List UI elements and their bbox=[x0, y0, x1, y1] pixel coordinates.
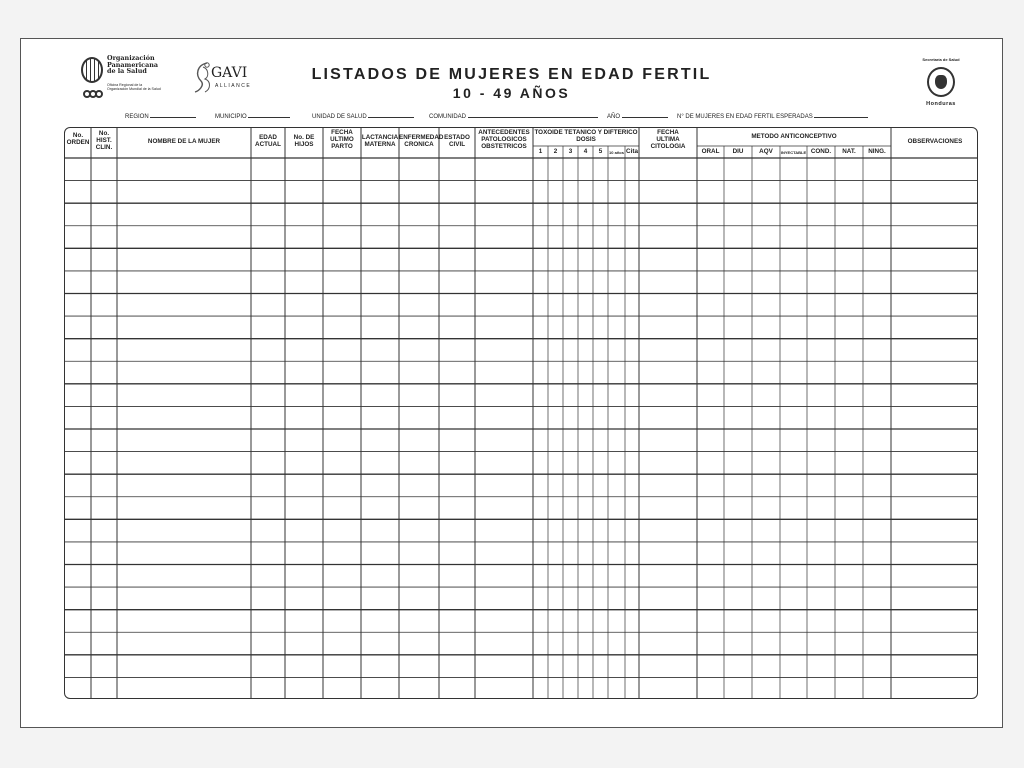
unidad-label: UNIDAD DE SALUD bbox=[312, 114, 367, 120]
table-row[interactable] bbox=[65, 248, 977, 271]
table-row[interactable] bbox=[65, 384, 977, 407]
table-row[interactable] bbox=[65, 497, 977, 520]
esperadas-label: N° DE MUJERES EN EDAD FERTIL ESPERADAS bbox=[677, 114, 813, 120]
paho-sub-line: Oficina Regional de la bbox=[107, 83, 143, 87]
seal-top-text: Secretaría de Salud bbox=[922, 57, 960, 62]
register-table bbox=[64, 127, 978, 699]
table-row[interactable] bbox=[65, 203, 977, 226]
dosis-label: 2 bbox=[553, 148, 558, 155]
header-edad: EDAD ACTUAL bbox=[255, 134, 281, 149]
dosis-label: 10 años bbox=[609, 150, 624, 155]
dosis-label: 1 bbox=[538, 148, 543, 155]
dosis-label: 3 bbox=[568, 148, 573, 155]
table-row[interactable] bbox=[65, 158, 977, 181]
gavi-subtitle: ALLIANCE bbox=[215, 83, 252, 89]
unidad-field[interactable] bbox=[312, 112, 414, 120]
header-toxoide: TOXOIDE TETANICO Y DIFTERICO DOSIS bbox=[534, 129, 638, 144]
paho-sub-line: Organización Mundial de la Salud bbox=[107, 87, 161, 92]
anio-field[interactable] bbox=[607, 112, 668, 120]
paho-name-line: de la Salud bbox=[107, 67, 147, 76]
metodo-label: INYECTABLE bbox=[780, 150, 807, 155]
table-row[interactable] bbox=[65, 565, 977, 588]
unidad-blank bbox=[368, 112, 414, 118]
table-row[interactable] bbox=[65, 406, 977, 429]
header-observaciones: OBSERVACIONES bbox=[907, 138, 963, 145]
table-row[interactable] bbox=[65, 361, 977, 384]
header-fecha-parto: FECHA ULTIMO PARTO bbox=[330, 129, 354, 151]
page-subtitle: 10 - 49 AÑOS bbox=[452, 85, 571, 101]
table-row[interactable] bbox=[65, 339, 977, 362]
form-sheet bbox=[20, 38, 1003, 728]
region-label: REGION bbox=[125, 114, 149, 120]
metodo-label: ORAL bbox=[701, 148, 720, 155]
comunidad-field[interactable] bbox=[429, 112, 598, 120]
table-row[interactable] bbox=[65, 226, 977, 249]
metodo-label: NING. bbox=[868, 148, 886, 155]
region-field[interactable] bbox=[125, 112, 196, 120]
table-row[interactable] bbox=[65, 316, 977, 339]
comunidad-label: COMUNIDAD bbox=[429, 114, 466, 120]
paho-name-line: Panamericana bbox=[107, 60, 159, 69]
table-row[interactable] bbox=[65, 519, 977, 542]
page-title: LISTADOS DE MUJERES EN EDAD FERTIL bbox=[311, 66, 712, 83]
dosis-label: 5 bbox=[598, 148, 603, 155]
honduras-seal bbox=[919, 57, 963, 113]
municipio-label: MUNICIPIO bbox=[215, 114, 247, 120]
metodo-label: NAT. bbox=[842, 148, 856, 155]
dosis-label: Cita bbox=[626, 148, 638, 155]
gavi-brand: GAVI bbox=[211, 65, 248, 81]
anio-blank bbox=[622, 112, 668, 118]
header-enfermedad: ENFERMEDAD CRONICA bbox=[399, 134, 444, 149]
seal-bottom-text: Honduras bbox=[926, 101, 956, 107]
table-row[interactable] bbox=[65, 677, 977, 699]
table-row[interactable] bbox=[65, 655, 977, 678]
table-row[interactable] bbox=[65, 632, 977, 655]
paho-name-line: Organización bbox=[107, 54, 155, 62]
form-fields bbox=[21, 112, 1002, 122]
table-row[interactable] bbox=[65, 542, 977, 565]
header-estado-civil: ESTADO CIVIL bbox=[444, 134, 470, 149]
header-nombre: NOMBRE DE LA MUJER bbox=[147, 138, 221, 145]
header-antecedentes: ANTECEDENTES PATOLOGICOS OBSTETRICOS bbox=[478, 129, 530, 151]
region-blank bbox=[150, 112, 196, 118]
esperadas-blank bbox=[814, 112, 868, 118]
header-citologia: FECHA ULTIMA CITOLOGIA bbox=[650, 129, 686, 151]
header-hijos: No. DE HIJOS bbox=[293, 134, 315, 149]
header-lactancia: LACTANCIA MATERNA bbox=[361, 134, 399, 149]
header-metodo: METODO ANTICONCEPTIVO bbox=[751, 133, 837, 140]
table-row[interactable] bbox=[65, 429, 977, 452]
comunidad-blank bbox=[468, 112, 598, 118]
municipio-field[interactable] bbox=[215, 112, 290, 120]
metodo-label: COND. bbox=[810, 148, 832, 155]
header-hist-clin: No. HIST. CLIN. bbox=[95, 130, 113, 152]
seal-emblem-icon bbox=[927, 67, 955, 97]
table-row[interactable] bbox=[65, 587, 977, 610]
metodo-label: DIU bbox=[732, 148, 744, 155]
anio-label: AÑO bbox=[607, 114, 621, 120]
header-no-orden: No. ORDEN bbox=[66, 132, 90, 147]
table-row[interactable] bbox=[65, 452, 977, 475]
table-row[interactable] bbox=[65, 474, 977, 497]
dosis-label: 4 bbox=[583, 148, 588, 155]
municipio-blank bbox=[248, 112, 290, 118]
table-row[interactable] bbox=[65, 294, 977, 317]
metodo-label: AQV bbox=[759, 148, 773, 155]
table-row[interactable] bbox=[65, 271, 977, 294]
esperadas-field[interactable] bbox=[677, 112, 868, 120]
table-row[interactable] bbox=[65, 181, 977, 204]
table-row[interactable] bbox=[65, 610, 977, 633]
